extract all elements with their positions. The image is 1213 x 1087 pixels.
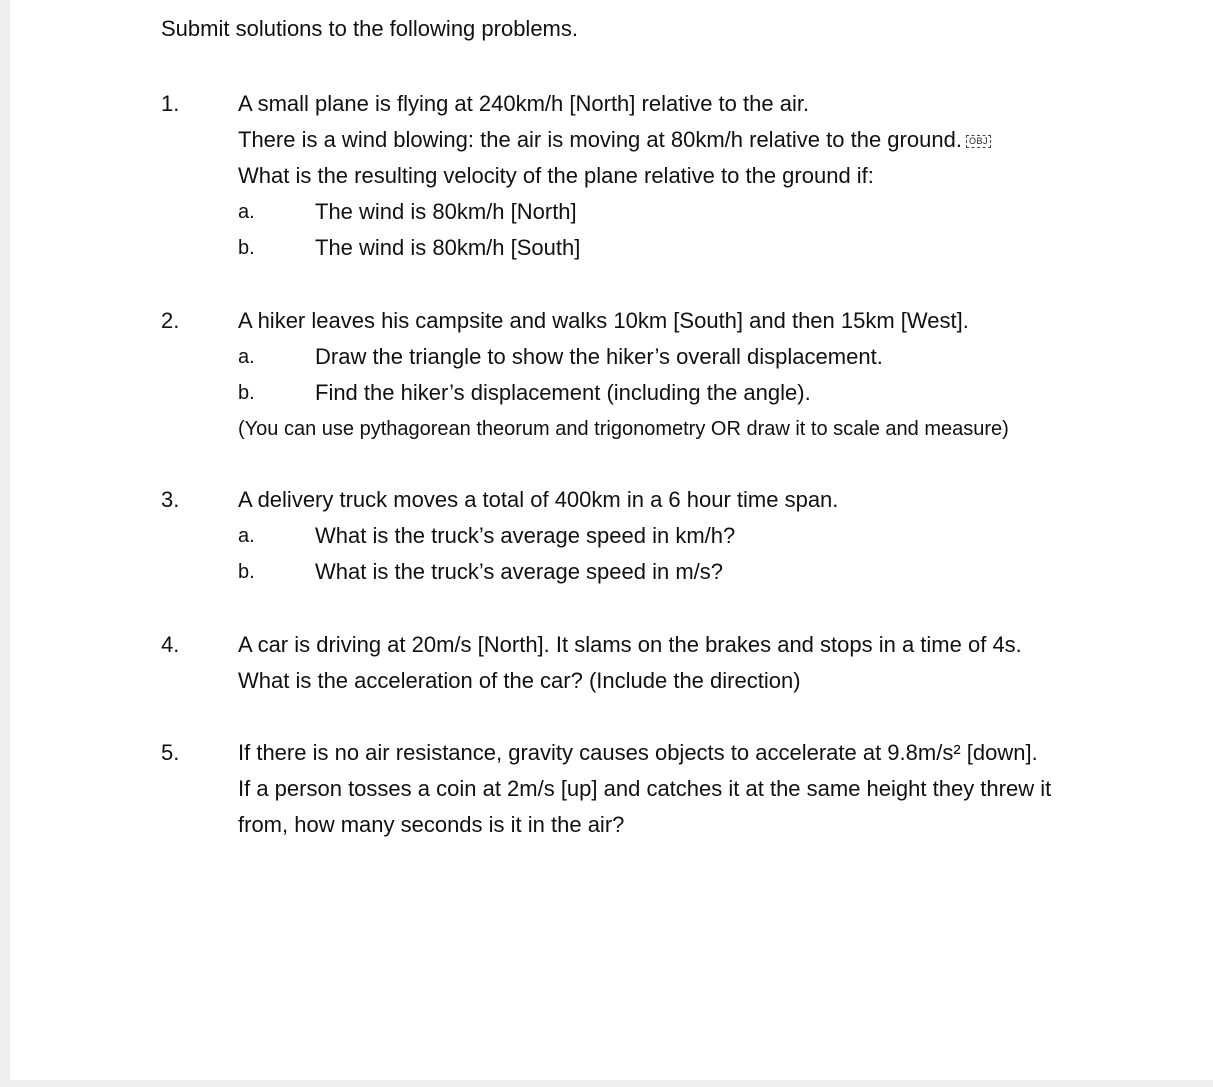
sub-question-letter: b. <box>238 382 255 404</box>
sub-question-letter: a. <box>238 525 255 547</box>
sub-question-text: The wind is 80km/h [North] <box>315 199 577 224</box>
sub-question <box>238 339 1121 375</box>
sub-question-text: Draw the triangle to show the hiker’s overall displacement. <box>315 344 883 369</box>
problem-number: 1. <box>161 91 180 116</box>
sub-question <box>238 518 1121 554</box>
problem-number: 3. <box>161 487 180 512</box>
problem-1 <box>161 86 1121 266</box>
sub-question-text: What is the truck’s average speed in km/h? <box>315 523 736 548</box>
problem-5 <box>161 735 1121 843</box>
problem-3 <box>161 482 1121 590</box>
sub-question-text: Find the hiker’s displacement (including the angle). <box>315 380 811 405</box>
problem-line: What is the resulting velocity of the plane relative to the ground if: <box>238 163 874 188</box>
sub-question-letter: b. <box>238 237 255 259</box>
sub-question <box>238 554 1121 590</box>
document-page <box>10 0 1213 1080</box>
problem-2 <box>161 303 1121 447</box>
embedded-object-marker: OBJ <box>966 135 991 148</box>
problem-4 <box>161 627 1121 699</box>
problem-line: If there is no air resistance, gravity causes objects to accelerate at 9.8m/s² [down]. <box>238 740 1038 765</box>
problem-number: 2. <box>161 308 180 333</box>
sub-question <box>238 375 1121 411</box>
document-body <box>161 14 1121 843</box>
problem-line: A delivery truck moves a total of 400km in a 6 hour time span. <box>238 487 839 512</box>
sub-question <box>238 230 1121 266</box>
problem-number: 4. <box>161 632 180 657</box>
problem-line-with-object <box>238 122 1121 158</box>
problem-line: from, how many seconds is it in the air? <box>238 812 625 837</box>
sub-question-letter: b. <box>238 561 255 583</box>
problem-line: If a person tosses a coin at 2m/s [up] and catches it at the same height they threw it <box>238 776 1052 801</box>
intro-text: Submit solutions to the following problems. <box>161 16 578 41</box>
sub-question-text: What is the truck’s average speed in m/s? <box>315 559 724 584</box>
problem-note: (You can use pythagorean theorum and trigonometry OR draw it to scale and measure) <box>238 418 1009 440</box>
problem-line: A hiker leaves his campsite and walks 10km [South] and then 15km [West]. <box>238 308 969 333</box>
sub-question-text: The wind is 80km/h [South] <box>315 235 581 260</box>
sub-question-letter: a. <box>238 201 255 223</box>
problem-number: 5. <box>161 740 180 765</box>
problem-line: A small plane is flying at 240km/h [North] relative to the air. <box>238 91 810 116</box>
problem-line: A car is driving at 20m/s [North]. It slams on the brakes and stops in a time of 4s. <box>238 632 1022 657</box>
problem-line: What is the acceleration of the car? (Include the direction) <box>238 668 801 693</box>
sub-question <box>238 194 1121 230</box>
problem-line: There is a wind blowing: the air is moving at 80km/h relative to the ground. <box>238 127 962 152</box>
sub-question-letter: a. <box>238 346 255 368</box>
